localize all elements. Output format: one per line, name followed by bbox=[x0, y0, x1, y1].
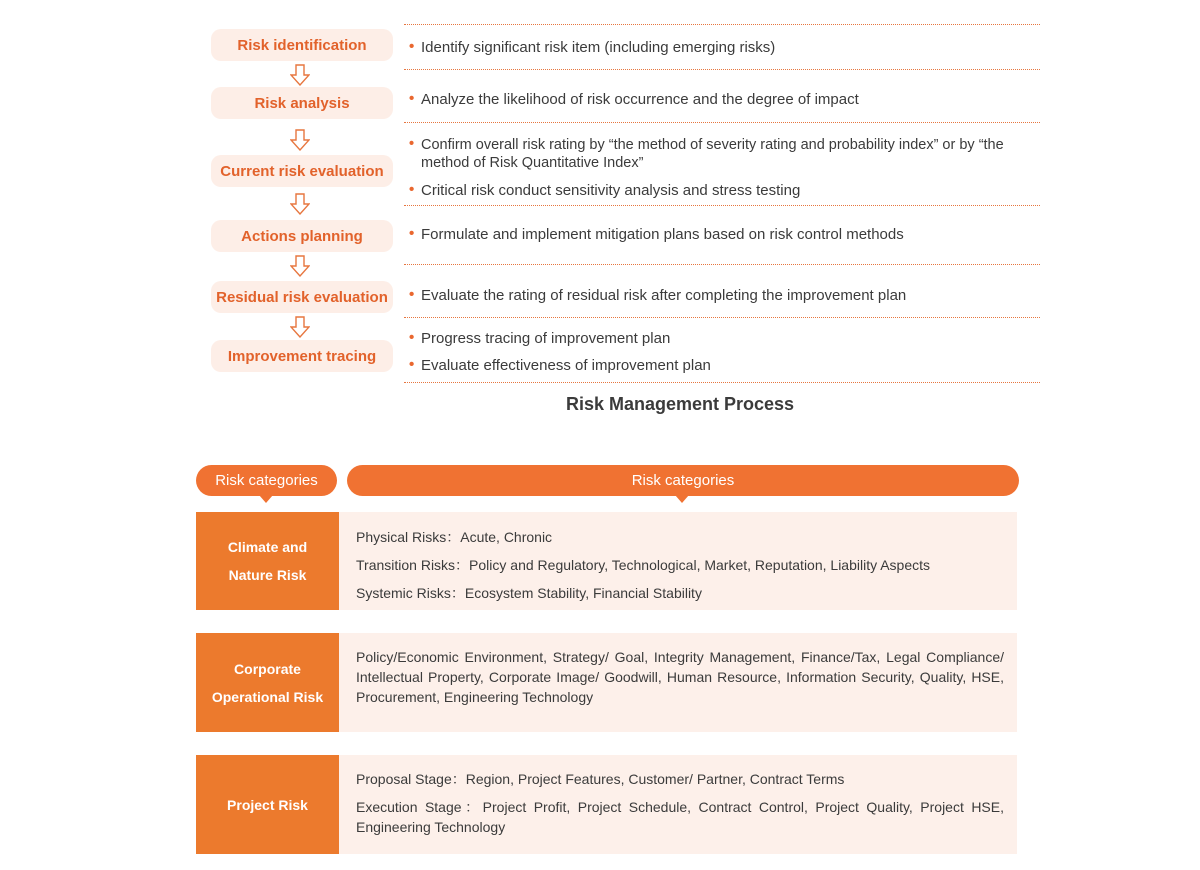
description-risk-analysis bbox=[409, 90, 1039, 109]
step-current-risk-evaluation: Current risk evaluation bbox=[211, 155, 393, 187]
down-arrow-icon bbox=[290, 255, 310, 277]
description-residual-risk-evaluation bbox=[409, 286, 1039, 305]
description-risk-identification bbox=[409, 38, 1039, 57]
dotted-divider bbox=[404, 205, 1040, 206]
description-improvement-tracing bbox=[409, 329, 1039, 375]
category-climate-nature-details bbox=[339, 512, 1017, 610]
category-line: Proposal Stage：Region, Project Features, Customer/ Partner, Contract Terms bbox=[356, 771, 845, 787]
header-risk-categories-left: Risk categories bbox=[196, 465, 337, 496]
category-line: Systemic Risks：Ecosystem Stability, Financial Stability bbox=[356, 585, 702, 601]
bullet-icon: • bbox=[409, 136, 415, 152]
dotted-divider bbox=[404, 69, 1040, 70]
category-label-line: Nature Risk bbox=[228, 567, 307, 583]
description-current-risk-evaluation bbox=[409, 136, 1039, 200]
description-text: Confirm overall risk rating by “the method of severity rating and probability index” or by “the method of Risk Quantitative Index” bbox=[421, 137, 1004, 171]
header-risk-categories-right: Risk categories bbox=[347, 465, 1019, 496]
step-risk-analysis: Risk analysis bbox=[211, 87, 393, 119]
process-caption: Risk Management Process bbox=[565, 394, 795, 414]
bullet-icon: • bbox=[409, 356, 415, 373]
category-label-line: Project Risk bbox=[227, 796, 308, 813]
category-line: Execution Stage：Project Profit, Project Schedule, Contract Control, Project Quality, Project HSE, Engineering Technology bbox=[356, 799, 1004, 835]
category-label-line: Climate and bbox=[227, 539, 308, 555]
description-actions-planning bbox=[409, 225, 1039, 244]
description-text: Progress tracing of improvement plan bbox=[421, 330, 671, 347]
description-text: Formulate and implement mitigation plans based on risk control methods bbox=[421, 226, 904, 243]
category-line: Policy/Economic Environment, Strategy/ Goal, Integrity Management, Finance/Tax, Legal Compliance/ Intellectual Property, Corporate Image/ Goodwill, Human Resource, Information Security, Quality, HSE, Procurement, Engineering Technology bbox=[356, 649, 1004, 705]
step-actions-planning: Actions planning bbox=[211, 220, 393, 252]
description-text: Critical risk conduct sensitivity analysis and stress testing bbox=[421, 182, 801, 199]
category-line: Physical Risks：Acute, Chronic bbox=[356, 529, 553, 545]
bullet-icon: • bbox=[409, 181, 415, 198]
category-project-details bbox=[339, 755, 1017, 854]
bullet-icon: • bbox=[409, 225, 415, 242]
step-improvement-tracing: Improvement tracing bbox=[211, 340, 393, 372]
dotted-divider bbox=[404, 24, 1040, 25]
dotted-divider bbox=[404, 122, 1040, 123]
step-risk-identification: Risk identification bbox=[211, 29, 393, 61]
dotted-divider bbox=[404, 264, 1040, 265]
category-climate-nature-risk bbox=[196, 512, 339, 610]
description-text: Evaluate the rating of residual risk after completing the improvement plan bbox=[421, 287, 907, 304]
bullet-icon: • bbox=[409, 329, 415, 346]
bullet-icon: • bbox=[409, 38, 415, 55]
down-arrow-icon bbox=[290, 129, 310, 151]
description-text: Analyze the likelihood of risk occurrence and the degree of impact bbox=[421, 91, 859, 108]
category-label-line: Corporate bbox=[234, 660, 301, 677]
header-notch-icon bbox=[259, 495, 273, 503]
down-arrow-icon bbox=[290, 64, 310, 86]
dotted-divider bbox=[404, 317, 1040, 318]
description-text: Identify significant risk item (including emerging risks) bbox=[421, 39, 776, 56]
step-residual-risk-evaluation: Residual risk evaluation bbox=[211, 281, 393, 313]
dotted-divider bbox=[404, 382, 1040, 383]
down-arrow-icon bbox=[290, 316, 310, 338]
category-project-risk bbox=[196, 755, 339, 854]
category-corporate-operational-risk bbox=[196, 633, 339, 732]
bullet-icon: • bbox=[409, 286, 415, 303]
header-notch-icon bbox=[675, 495, 689, 503]
category-corporate-operational-details bbox=[339, 633, 1017, 732]
description-text: Evaluate effectiveness of improvement plan bbox=[421, 357, 711, 374]
category-line: Transition Risks：Policy and Regulatory, Technological, Market, Reputation, Liability Aspects bbox=[356, 557, 931, 573]
down-arrow-icon bbox=[290, 193, 310, 215]
category-label-line: Operational Risk bbox=[211, 688, 324, 705]
bullet-icon: • bbox=[409, 90, 415, 107]
